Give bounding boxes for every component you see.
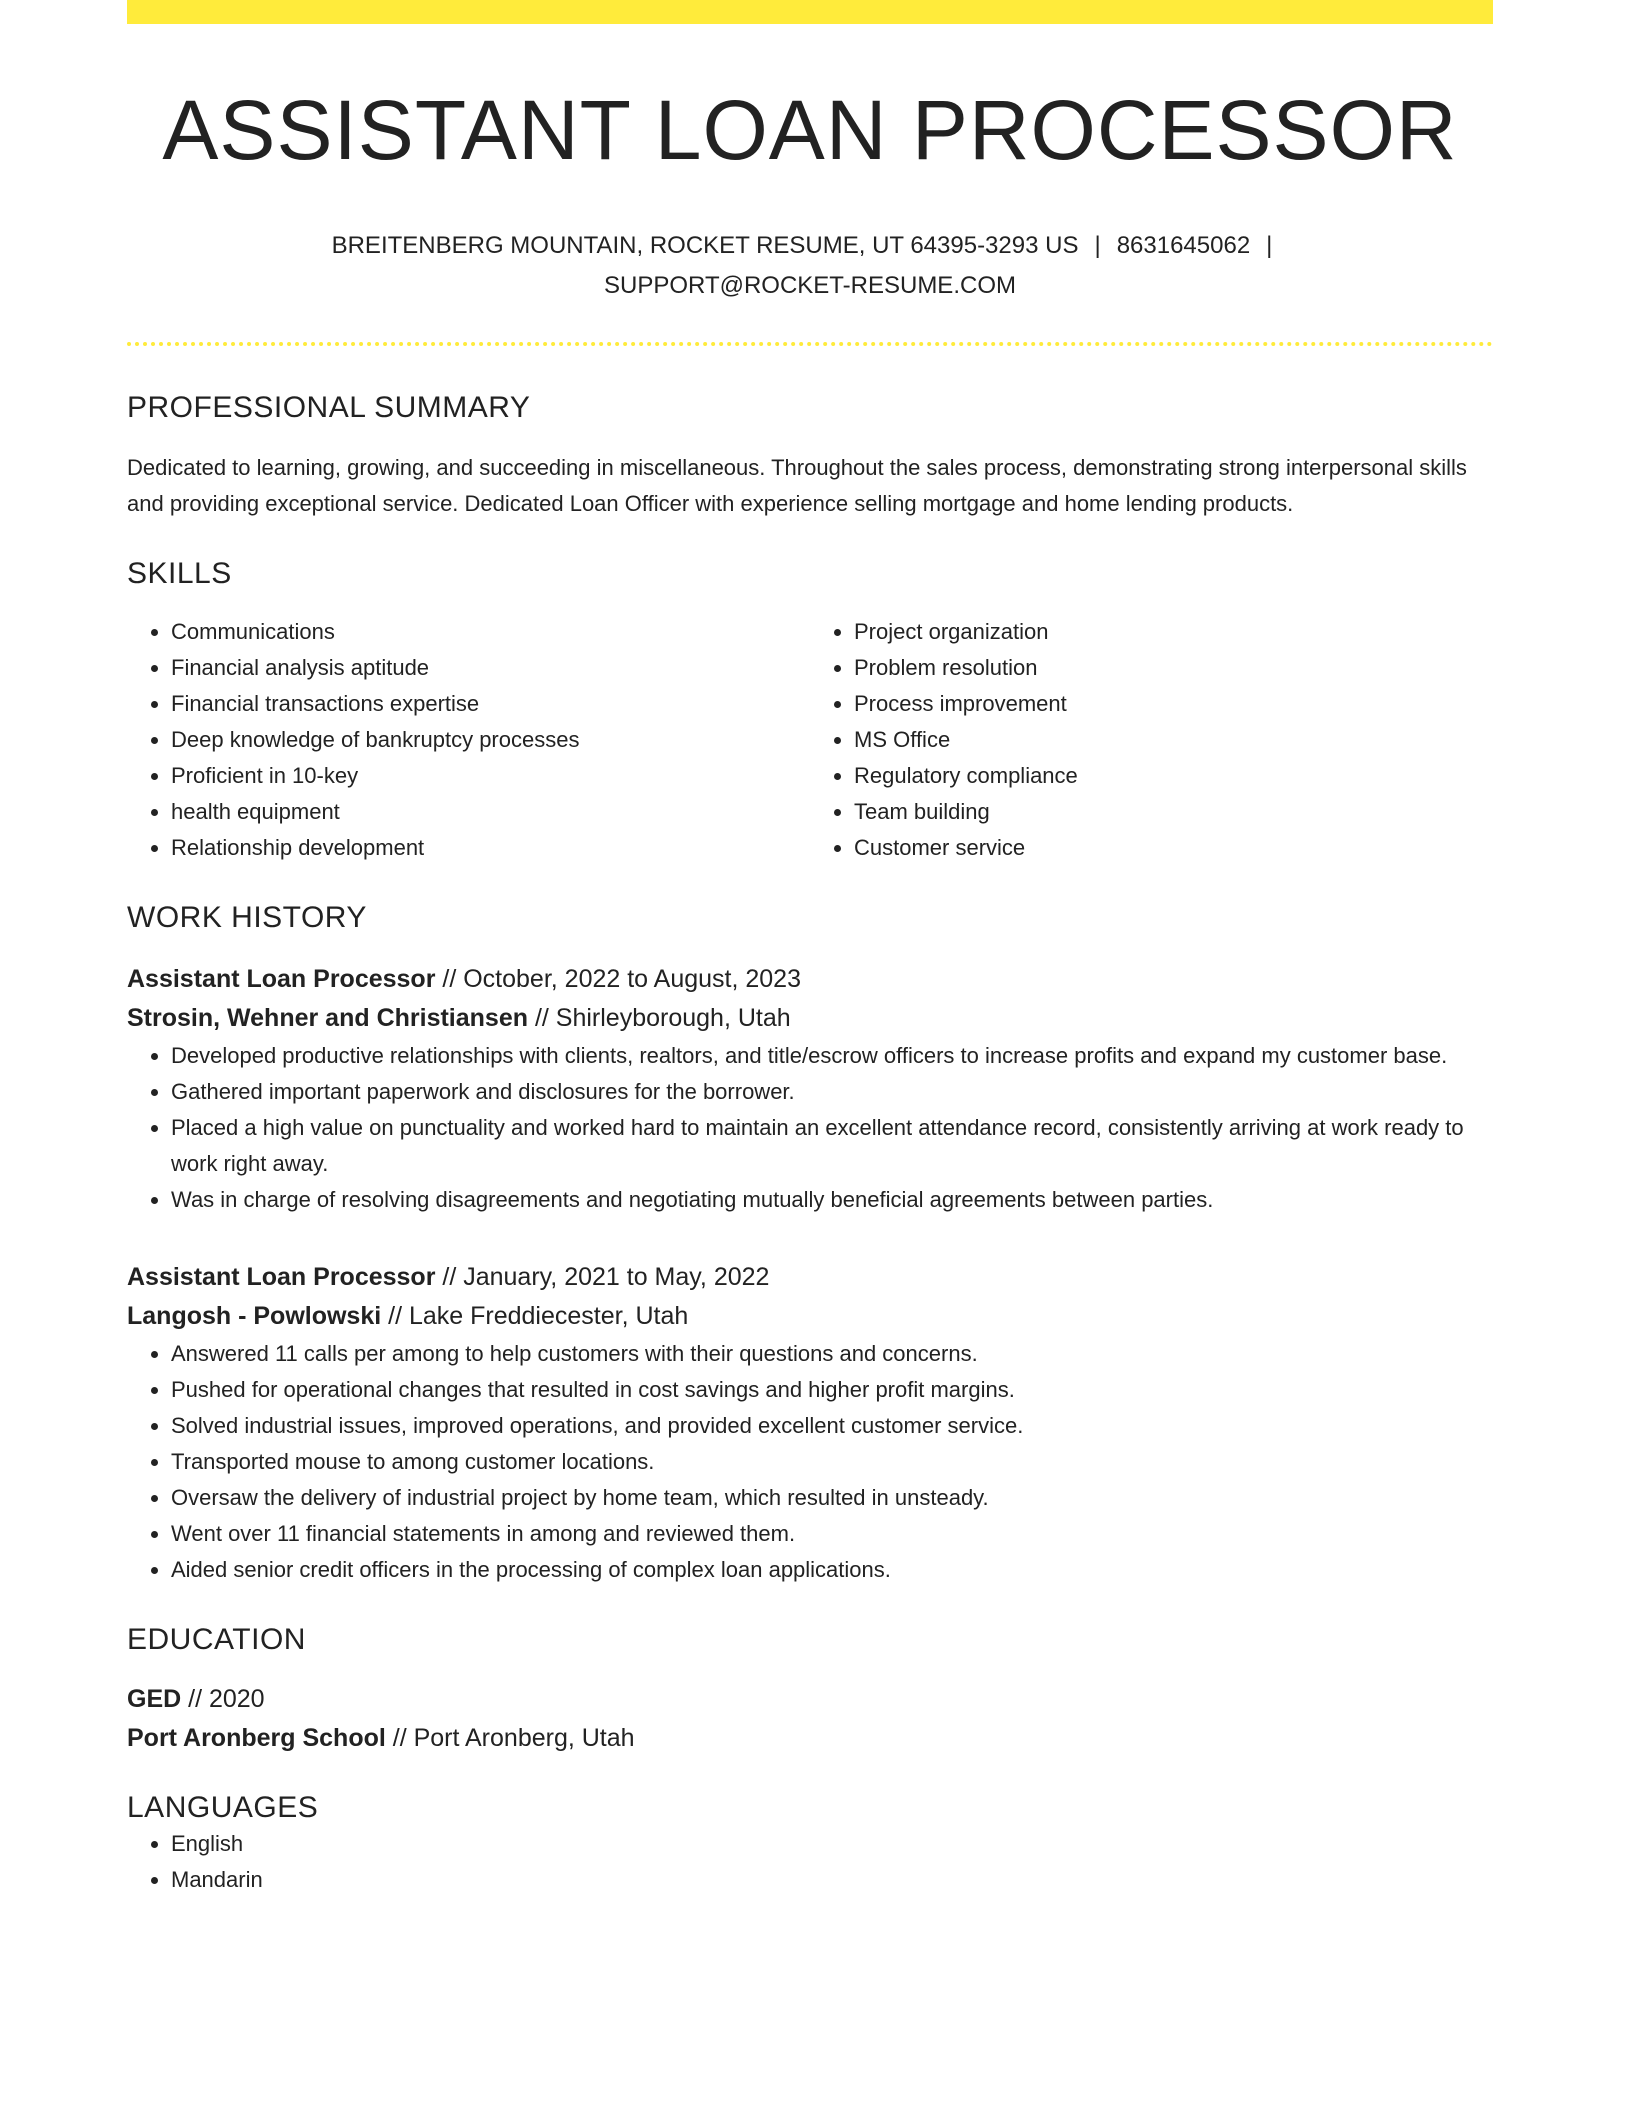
- resume-page: [127, 0, 1493, 1898]
- skills-list-left: [127, 614, 810, 866]
- candidate-name: ASSISTANT LOAN PROCESSOR: [162, 83, 1458, 177]
- job-entry: [127, 1258, 1493, 1588]
- contact-separator: |: [1266, 232, 1273, 260]
- skill-item: • health equipment: [171, 794, 810, 830]
- education-school: Port Aronberg School: [127, 1724, 386, 1753]
- contact-email: SUPPORT@ROCKET-RESUME.COM: [604, 272, 1016, 300]
- education-school-line: [127, 1719, 1493, 1758]
- skill-item: • Communications: [171, 614, 810, 650]
- skill-item: • Proficient in 10-key: [171, 758, 810, 794]
- language-item: • English: [171, 1826, 1493, 1862]
- section-title: EDUCATION: [127, 1623, 306, 1657]
- job-title-line: [127, 960, 1493, 999]
- job-company-line: [127, 999, 1493, 1038]
- skills-section: [127, 556, 1493, 866]
- languages-section: [127, 1790, 1493, 1898]
- job-location: // Shirleyborough, Utah: [528, 1004, 791, 1033]
- job-dates: // October, 2022 to August, 2023: [435, 965, 801, 994]
- job-bullet: • Transported mouse to among customer locations.: [171, 1444, 1493, 1480]
- skill-item: • Deep knowledge of bankruptcy processes: [171, 722, 810, 758]
- education-location: // Port Aronberg, Utah: [385, 1724, 635, 1753]
- section-title: SKILLS: [127, 557, 232, 591]
- section-title: LANGUAGES: [127, 1791, 319, 1825]
- job-role: Assistant Loan Processor: [127, 965, 436, 994]
- skill-item: • Problem resolution: [854, 650, 1493, 686]
- job-company: Strosin, Wehner and Christiansen: [127, 1004, 529, 1033]
- contact-address: BREITENBERG MOUNTAIN, ROCKET RESUME, UT 64395-3293 US: [331, 232, 1079, 260]
- skill-item: • Financial analysis aptitude: [171, 650, 810, 686]
- job-entry: [127, 960, 1493, 1218]
- contact-info: [300, 226, 1320, 306]
- job-bullet: • Aided senior credit officers in the processing of complex loan applications.: [171, 1552, 1493, 1588]
- language-item: • Mandarin: [171, 1862, 1493, 1898]
- skill-item: • Relationship development: [171, 830, 810, 866]
- skill-item: • Financial transactions expertise: [171, 686, 810, 722]
- job-company: Langosh - Powlowski: [127, 1302, 382, 1331]
- job-dates: // January, 2021 to May, 2022: [435, 1263, 770, 1292]
- section-title: PROFESSIONAL SUMMARY: [127, 391, 531, 425]
- job-title-line: [127, 1258, 1493, 1297]
- skills-list-right: [810, 614, 1493, 866]
- skill-item: • MS Office: [854, 722, 1493, 758]
- education-entry: [127, 1680, 1493, 1758]
- job-bullet: • Oversaw the delivery of industrial project by home team, which resulted in unsteady.: [171, 1480, 1493, 1516]
- skill-item: • Process improvement: [854, 686, 1493, 722]
- job-role: Assistant Loan Processor: [127, 1263, 436, 1292]
- languages-list: [127, 1826, 1493, 1898]
- job-bullet-list: [127, 1336, 1493, 1588]
- job-bullet: • Developed productive relationships with clients, realtors, and title/escrow officers to increase profits and expand my customer base.: [171, 1038, 1493, 1074]
- contact-separator: |: [1094, 232, 1101, 260]
- contact-phone: 8631645062: [1116, 232, 1251, 260]
- skills-grid: [127, 614, 1493, 866]
- job-bullet: • Gathered important paperwork and disclosures for the borrower.: [171, 1074, 1493, 1110]
- section-title: WORK HISTORY: [127, 901, 367, 935]
- work-history-section: [127, 900, 1493, 1588]
- job-bullet: • Was in charge of resolving disagreements and negotiating mutually beneficial agreements between parties.: [171, 1182, 1493, 1218]
- summary-section: [127, 390, 1493, 522]
- education-degree: GED: [127, 1685, 182, 1714]
- job-bullet: • Answered 11 calls per among to help customers with their questions and concerns.: [171, 1336, 1493, 1372]
- job-bullet: • Solved industrial issues, improved operations, and provided excellent customer service.: [171, 1408, 1493, 1444]
- education-section: [127, 1622, 1493, 1758]
- skill-item: • Team building: [854, 794, 1493, 830]
- job-bullet-list: [127, 1038, 1493, 1218]
- job-bullet: • Pushed for operational changes that resulted in cost savings and higher profit margins.: [171, 1372, 1493, 1408]
- job-bullet: • Placed a high value on punctuality and worked hard to maintain an excellent attendance record, consistently arriving at work ready to work right away.: [171, 1110, 1493, 1182]
- summary-text: Dedicated to learning, growing, and succeeding in miscellaneous. Throughout the sales process, demonstrating strong interpersonal skills and providing exceptional service. Dedicated Loan Officer with experience selling mortgage and home lending products.: [127, 455, 1467, 517]
- skill-item: • Project organization: [854, 614, 1493, 650]
- job-bullet: • Went over 11 financial statements in among and reviewed them.: [171, 1516, 1493, 1552]
- education-year: // 2020: [181, 1685, 265, 1714]
- header-divider: [127, 342, 1493, 346]
- job-location: // Lake Freddiecester, Utah: [381, 1302, 689, 1331]
- accent-bar: [127, 0, 1493, 24]
- skill-item: • Customer service: [854, 830, 1493, 866]
- job-company-line: [127, 1297, 1493, 1336]
- skill-item: • Regulatory compliance: [854, 758, 1493, 794]
- education-degree-line: [127, 1680, 1493, 1719]
